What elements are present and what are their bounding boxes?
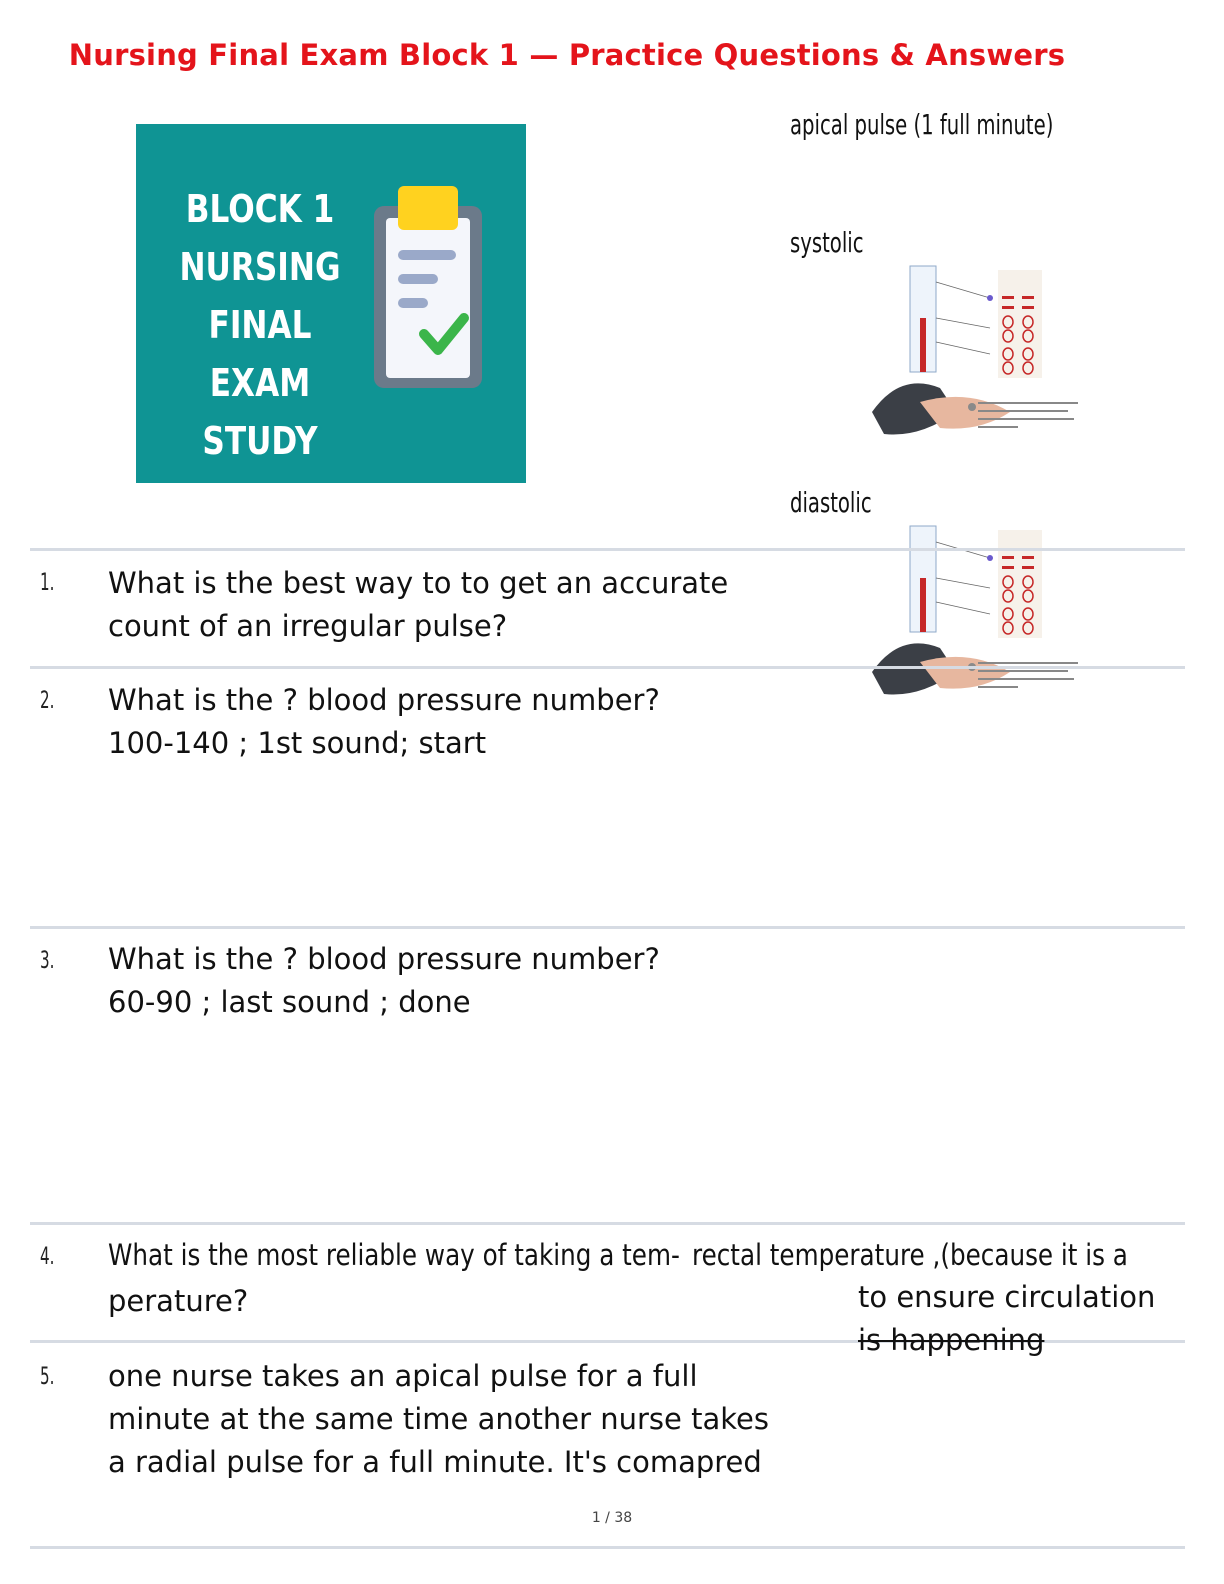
question-number: 2. (40, 686, 55, 714)
cover-line: FINAL EXAM (208, 303, 312, 405)
divider (30, 1546, 1185, 1549)
question-line: a radial pulse for a full minute. It's comapred (108, 1445, 762, 1479)
page-indicator: 1 / 38 (591, 1510, 633, 1526)
question-line: What is the most reliable way of taking a tem- (108, 1238, 680, 1272)
divider (30, 548, 1185, 551)
question-number: 1. (40, 568, 55, 596)
answer-overflow-line: to ensure circulation (858, 1280, 1156, 1314)
study-guide-cover-image (136, 124, 526, 521)
question-number: 4. (40, 1242, 55, 1270)
question-line: one nurse takes an apical pulse for a full (108, 1359, 698, 1393)
question-text (108, 679, 660, 765)
question-text (108, 1355, 769, 1484)
cover-line: NURSING (179, 245, 341, 289)
cover-text (158, 180, 361, 528)
systolic-label: systolic (790, 226, 864, 259)
question-number: 3. (40, 946, 55, 974)
question-line: What is the ? blood pressure number? (108, 683, 660, 717)
answer-line: 100-140 ; 1st sound; start (108, 726, 487, 760)
answer-line: 60-90 ; last sound ; done (108, 985, 471, 1019)
blood-pressure-diagram (860, 262, 1100, 452)
question-text (108, 562, 728, 648)
cover-line: STUDY GUIDE (202, 419, 318, 521)
diastolic-label: diastolic (790, 486, 872, 519)
question-text (108, 938, 660, 1024)
divider (30, 926, 1185, 929)
clipboard-check-icon (372, 184, 484, 394)
question-number: 5. (40, 1362, 55, 1390)
cover-line: BLOCK 1 (185, 187, 335, 231)
divider (30, 666, 1185, 669)
question-line: minute at the same time another nurse takes (108, 1402, 769, 1436)
question-line: What is the ? blood pressure number? (108, 942, 660, 976)
sphygmomanometer-figure (860, 262, 1100, 452)
question-line: perature? (108, 1284, 249, 1318)
question-answer: rectal temperature ,(because it is a (692, 1238, 1128, 1272)
answer-overflow-text (858, 1276, 1155, 1362)
document-title: Nursing Final Exam Block 1 — Practice Questions & Answers (68, 38, 1066, 72)
divider (30, 1222, 1185, 1225)
answer-overflow-line: is happening (858, 1323, 1045, 1357)
apical-pulse-answer: apical pulse (1 full minute) (790, 108, 1054, 141)
question-line: What is the best way to to get an accurate (108, 566, 729, 600)
question-line: count of an irregular pulse? (108, 609, 508, 643)
question-text (108, 1234, 680, 1277)
